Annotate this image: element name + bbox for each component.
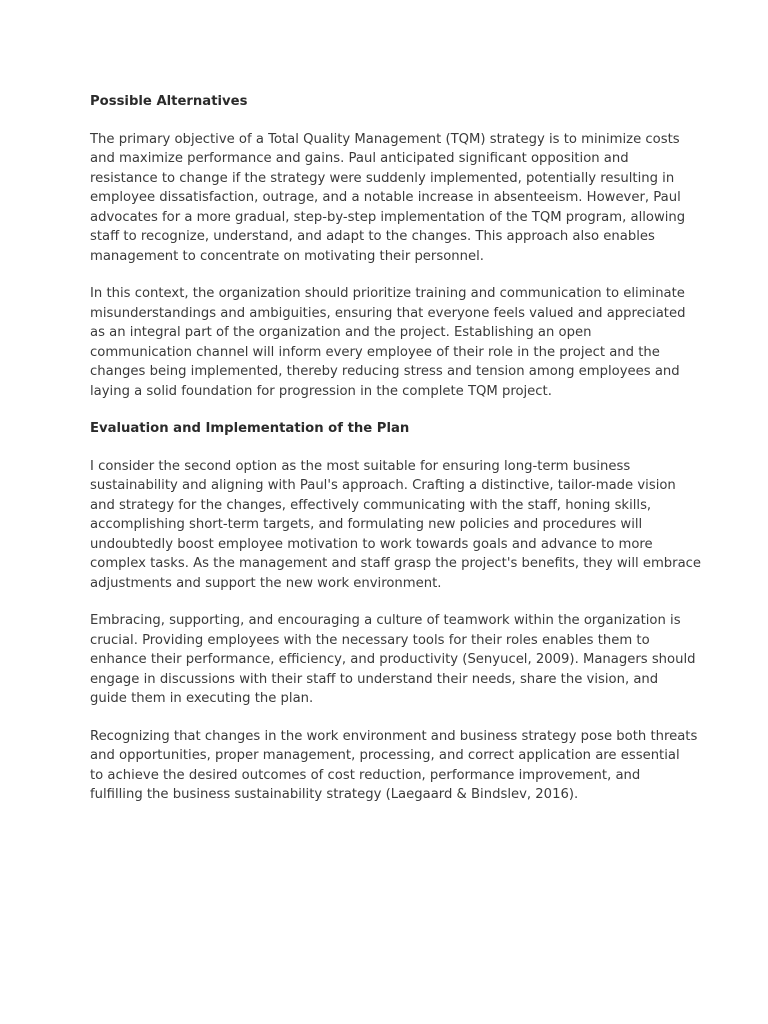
- paragraph-line: and opportunities, proper management, processing, and correct application are essential: [90, 748, 680, 763]
- paragraph-line: and maximize performance and gains. Paul anticipated significant opposition and: [90, 151, 629, 166]
- paragraph-line: I consider the second option as the most suitable for ensuring long-term business: [90, 458, 631, 474]
- paragraph-line: enhance their performance, efficiency, and productivity (Senyucel, 2009). Managers should: [90, 652, 696, 667]
- paragraph-line: to achieve the desired outcomes of cost reduction, performance improvement, and: [90, 767, 641, 783]
- paragraph-line: employee dissatisfaction, outrage, and a notable increase in absenteeism. However, Paul: [90, 190, 681, 205]
- paragraph-line: communication channel will inform every employee of their role in the project and the: [90, 344, 660, 360]
- paragraph-line: resistance to change if the strategy were suddenly implemented, potentially resulting in: [90, 170, 675, 186]
- paragraph-line: management to concentrate on motivating their personnel.: [90, 248, 484, 264]
- section-heading-evaluation-implementation: Evaluation and Implementation of the Plan: [90, 421, 410, 436]
- paragraph-line: misunderstandings and ambiguities, ensuring that everyone feels valued and appreciated: [90, 305, 686, 321]
- paragraph-line: laying a solid foundation for progression in the complete TQM project.: [90, 383, 552, 399]
- paragraph-line: changes being implemented, thereby reducing stress and tension among employees and: [90, 364, 680, 379]
- paragraph-line: undoubtedly boost employee motivation to work towards goals and advance to more: [90, 536, 653, 552]
- paragraph-second-option: [90, 457, 702, 594]
- paragraph-line: sustainability and aligning with Paul's approach. Crafting a distinctive, tailor-made vision: [90, 478, 676, 493]
- paragraph-tqm-objective: [90, 130, 686, 267]
- paragraph-line: adjustments and support the new work environment.: [90, 575, 442, 591]
- paragraph-line: fulfilling the business sustainability strategy (Laegaard & Bindslev, 2016).: [90, 787, 579, 802]
- paragraph-line: accomplishing short-term targets, and formulating new policies and procedures will: [90, 517, 643, 532]
- paragraph-line: The primary objective of a Total Quality Management (TQM) strategy is to minimize costs: [90, 131, 680, 147]
- paragraph-line: Embracing, supporting, and encouraging a culture of teamwork within the organization is: [90, 613, 681, 628]
- paragraph-line: crucial. Providing employees with the necessary tools for their roles enables them to: [90, 632, 650, 648]
- paragraph-training-communication: [90, 284, 686, 401]
- paragraph-threats-opportunities: [90, 727, 698, 805]
- paragraph-line: Recognizing that changes in the work environment and business strategy pose both threats: [90, 728, 698, 744]
- paragraph-line: and strategy for the changes, effectively communicating with the staff, honing skills,: [90, 497, 652, 513]
- paragraph-line: complex tasks. As the management and staff grasp the project's benefits, they will embrace: [90, 556, 702, 571]
- paragraph-line: In this context, the organization should prioritize training and communication to eliminate: [90, 286, 685, 301]
- paragraph-line: engage in discussions with their staff to understand their needs, share the vision, and: [90, 671, 659, 687]
- paragraph-line: advocates for a more gradual, step-by-step implementation of the TQM program, allowing: [90, 209, 686, 225]
- paragraph-teamwork-culture: [90, 611, 696, 709]
- paragraph-line: guide them in executing the plan.: [90, 691, 314, 706]
- paragraph-line: as an integral part of the organization and the project. Establishing an open: [90, 325, 592, 340]
- section-heading-possible-alternatives: Possible Alternatives: [90, 94, 248, 109]
- paragraph-line: staff to recognize, understand, and adapt to the changes. This approach also enables: [90, 229, 655, 244]
